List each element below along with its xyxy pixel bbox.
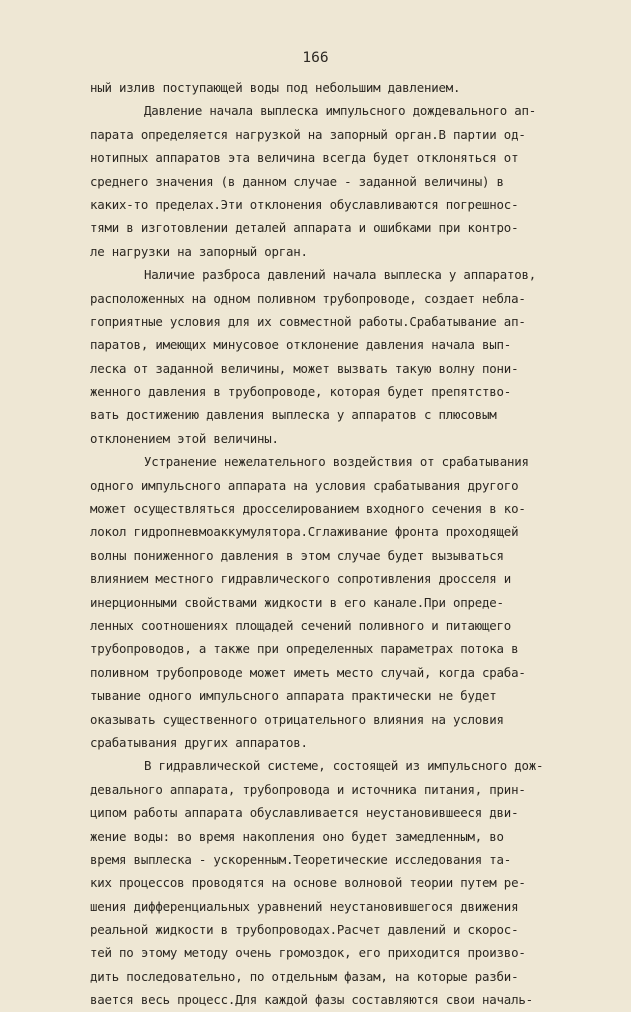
text-line: шения дифференциальных уравнений неустановившегося движения — [90, 898, 519, 914]
text-line: оказывать существенного отрицательного влияния на условия — [90, 711, 504, 727]
text-line: время выплеска - ускоренным.Теоретические исследования та- — [90, 851, 512, 867]
text-line: ле нагрузки на запорный орган. — [90, 243, 308, 259]
text-line: волны пониженного давления в этом случае будет вызываться — [90, 547, 504, 563]
text-line: вать достижению давления выплеска у аппаратов с плюсовым — [90, 407, 497, 423]
text-line: каких-то пределах.Эти отклонения обуславливаются погрешнос- — [90, 196, 519, 212]
text-line: нотипных аппаратов эта величина всегда будет отклоняться от — [90, 150, 519, 166]
text-line: Устранение нежелательного воздействия от срабатывания — [144, 454, 529, 470]
text-line: срабатывания других аппаратов. — [90, 734, 308, 750]
text-line: паратов, имеющих минусовое отклонение давления начала вып- — [90, 337, 512, 353]
text-line: может осуществляться дросселированием входного сечения в ко- — [90, 501, 526, 517]
text-line: ких процессов проводятся на основе волновой теории путем ре- — [90, 875, 526, 891]
text-line: среднего значения (в данном случае - заданной величины) в — [90, 173, 504, 189]
text-line: вается весь процесс.Для каждой фазы составляются свои началь- — [90, 992, 533, 1008]
text-line: Давление начала выплеска импульсного дождевального ап- — [144, 103, 537, 119]
text-line: отклонением этой величины. — [90, 430, 279, 446]
text-line: расположенных на одном поливном трубопроводе, создает небла- — [90, 290, 526, 306]
text-line: В гидравлической системе, состоящей из импульсного дож- — [144, 758, 544, 774]
text-line: ципом работы аппарата обуславливается неустановившееся дви- — [90, 805, 519, 821]
text-line: тывание одного импульсного аппарата практически не будет — [90, 688, 497, 704]
text-line: Наличие разброса давлений начала выплеска у аппаратов, — [144, 267, 537, 283]
text-line: инерционными свойствами жидкости в его канале.При опреде- — [90, 594, 504, 610]
text-line: гоприятные условия для их совместной работы.Срабатывание ап- — [90, 313, 526, 329]
text-line: девального аппарата, трубопровода и источника питания, прин- — [90, 781, 526, 797]
text-line: ленных соотношениях площадей сечений поливного и питающего — [90, 617, 512, 633]
text-line: поливном трубопроводе может иметь место случай, когда сраба- — [90, 664, 526, 680]
text-line: ный излив поступающей воды под небольшим давлением. — [90, 80, 461, 95]
text-line: одного импульсного аппарата на условия срабатывания другого — [90, 477, 519, 493]
text-line: жение воды: во время накопления оно будет замедленным, во — [90, 828, 504, 844]
text-line: тей по этому методу очень громоздок, его приходится произво- — [90, 945, 526, 961]
text-line: парата определяется нагрузкой на запорный орган.В партии од- — [90, 126, 526, 142]
page-number: 166 — [302, 50, 329, 66]
text-line: дить последовательно, по отдельным фазам, на которые разби- — [90, 968, 519, 984]
text-line: трубопроводов, а также при определенных параметрах потока в — [90, 641, 519, 657]
text-line: женного давления в трубопроводе, которая будет препятство- — [90, 384, 512, 400]
body-text — [90, 76, 590, 1012]
text-line: влиянием местного гидравлического сопротивления дросселя и — [90, 571, 512, 587]
text-line: леска от заданной величины, может вызвать такую волну пони- — [90, 360, 519, 376]
text-line: реальной жидкости в трубопроводах.Расчет давлений и скорос- — [90, 922, 519, 938]
text-line: локол гидропневмоаккумулятора.Сглаживание фронта проходящей — [90, 524, 519, 540]
text-line: тями в изготовлении деталей аппарата и ошибками при контро- — [90, 220, 519, 236]
